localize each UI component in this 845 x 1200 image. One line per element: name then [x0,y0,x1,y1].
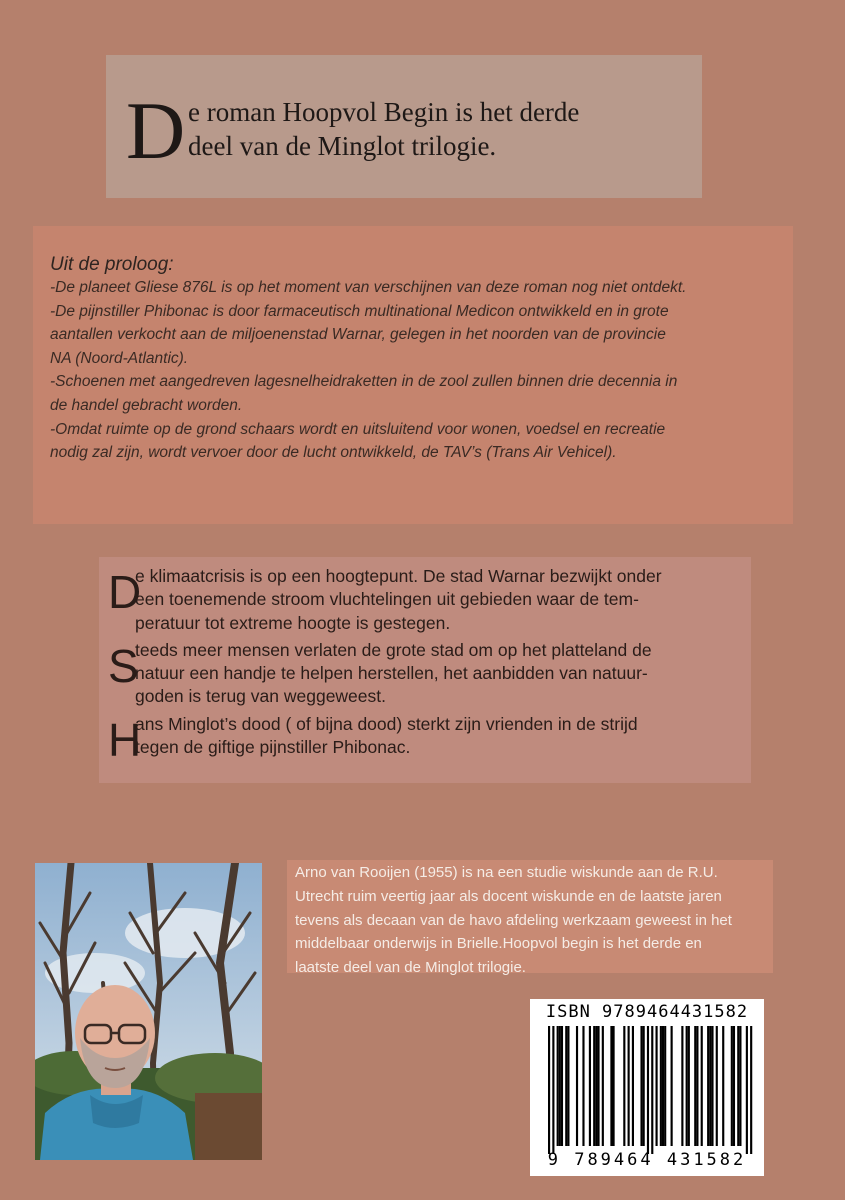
barcode-bar [660,1026,662,1146]
barcode-bar [640,1026,642,1146]
isbn-digits: 9 789464 431582 [547,1150,747,1170]
barcode-bar [746,1026,748,1154]
barcode-bar [632,1026,634,1146]
prologue-line: de handel gebracht worden. [50,396,243,414]
author-portrait-image [35,863,262,1160]
title-dropcap: D [126,85,186,176]
blurb-box [99,557,751,783]
barcode-bar [643,1026,645,1146]
barcode-bar [722,1026,724,1146]
barcode-bar [567,1026,569,1146]
prologue-line: aantallen verkocht aan de miljoenenstad Warnar, gelegen in het noorden van de provincie [50,326,666,344]
blurb-line: een toenemende stroom vluchtelingen uit gebieden waar de tem- [135,589,639,610]
barcode-bar [576,1026,578,1146]
bio-line: Utrecht ruim veertig jaar als docent wiskunde en de laatste jaren [295,887,722,905]
barcode-bar [709,1026,711,1146]
barcode-bar [737,1026,739,1146]
barcode-bar [711,1026,713,1146]
barcode-bar [561,1026,563,1146]
author-bio-box [287,860,773,977]
barcode-bar [681,1026,683,1146]
barcode-bar [623,1026,625,1146]
barcode-bar [559,1026,561,1146]
barcode-bar [613,1026,615,1146]
prologue-line: -Omdat ruimte op de grond schaars wordt en uitsluitend voor wonen, voedsel en recreatie [50,420,666,438]
barcode-bar [733,1026,735,1146]
prologue-line: -Schoenen met aangedreven lagesnelheidraketten in de zool zullen binnen drie decennia in [50,373,678,391]
blurb-paragraph-3 [108,713,751,766]
blurb-line: goden is terug van weggeweest. [135,686,386,707]
barcode-bar [739,1026,741,1146]
bio-line: tevens als decaan van de havo afdeling werkzaam geweest in het [295,911,732,929]
barcode-bar [662,1026,664,1146]
prologue-line: -De pijnstiller Phibonac is door farmaceutisch multinational Medicon ontwikkeld en in grote [50,302,669,320]
blurb-line: tegen de giftige pijnstiller Phibonac. [135,737,411,758]
barcode-bar [694,1026,696,1146]
prologue-heading: Uit de proloog: [50,254,174,275]
title-text [126,85,702,176]
prologue-line: -De planeet Gliese 876L is op het moment van verschijnen van deze roman nog niet ontdekt. [50,279,687,296]
title-line-1: e roman Hoopvol Begin is het derde [188,97,580,127]
barcode-bar [589,1026,591,1146]
bio-line: middelbaar onderwijs in Brielle.Hoopvol begin is het derde en [295,935,702,953]
blurb-line: teeds meer mensen verlaten de grote stad om op het platteland de [135,639,652,660]
isbn-barcode [530,999,764,1176]
barcode-bar [716,1026,718,1146]
title-box [106,55,702,198]
blurb-dropcap: H [108,713,142,766]
blurb-line: e klimaatcrisis is op een hoogtepunt. De stad Warnar bezwijkt onder [135,566,662,586]
prologue-box [33,226,793,524]
barcode-bar [651,1026,653,1154]
isbn-label: ISBN 9789464431582 [545,1002,749,1022]
barcode-bar [731,1026,733,1146]
barcode-bar [696,1026,698,1146]
barcode-bar [701,1026,703,1146]
barcode-bar [671,1026,673,1146]
barcode-bar [628,1026,630,1146]
bio-line: Arno van Rooijen (1955) is na een studie wiskunde aan de R.U. [295,864,718,881]
barcode-bar [602,1026,604,1146]
barcode-bar [565,1026,567,1146]
barcode-bar [595,1026,597,1146]
barcode-bar [686,1026,688,1146]
prologue-line: NA (Noord-Atlantic). [50,349,189,367]
blurb-dropcap: D [108,566,142,618]
barcode-bar [707,1026,709,1146]
bio-line: laatste deel van de Minglot trilogie. [295,959,526,977]
barcode-bar [750,1026,752,1154]
blurb-paragraph-1 [108,565,751,635]
author-portrait [35,863,262,1160]
barcode-bar [688,1026,690,1146]
barcode-bar [597,1026,599,1146]
barcode-bar [557,1026,559,1146]
barcode-bar [610,1026,612,1146]
barcode-bar [552,1026,554,1154]
prologue-line: nodig zal zijn, wordt vervoer door de lucht ontwikkeld, de TAV’s (Trans Air Vehicel). [50,444,617,462]
blurb-dropcap: S [108,639,139,692]
blurb-paragraph-2 [108,639,751,709]
barcode-bar [548,1026,550,1154]
blurb-line: natuur een handje te helpen herstellen, het aanbidden van natuur- [135,663,648,684]
barcode-bar [582,1026,584,1146]
barcode-bar [656,1026,658,1146]
barcode-bar [664,1026,666,1146]
barcode-bar [647,1026,649,1154]
blurb-line: peratuur tot extreme hoogte is gestegen. [135,612,451,633]
blurb-line: ans Minglot’s dood ( of bijna dood) sterkt zijn vrienden in de strijd [135,713,638,734]
barcode-bar [593,1026,595,1146]
title-line-2: deel van de Minglot trilogie. [188,131,497,161]
